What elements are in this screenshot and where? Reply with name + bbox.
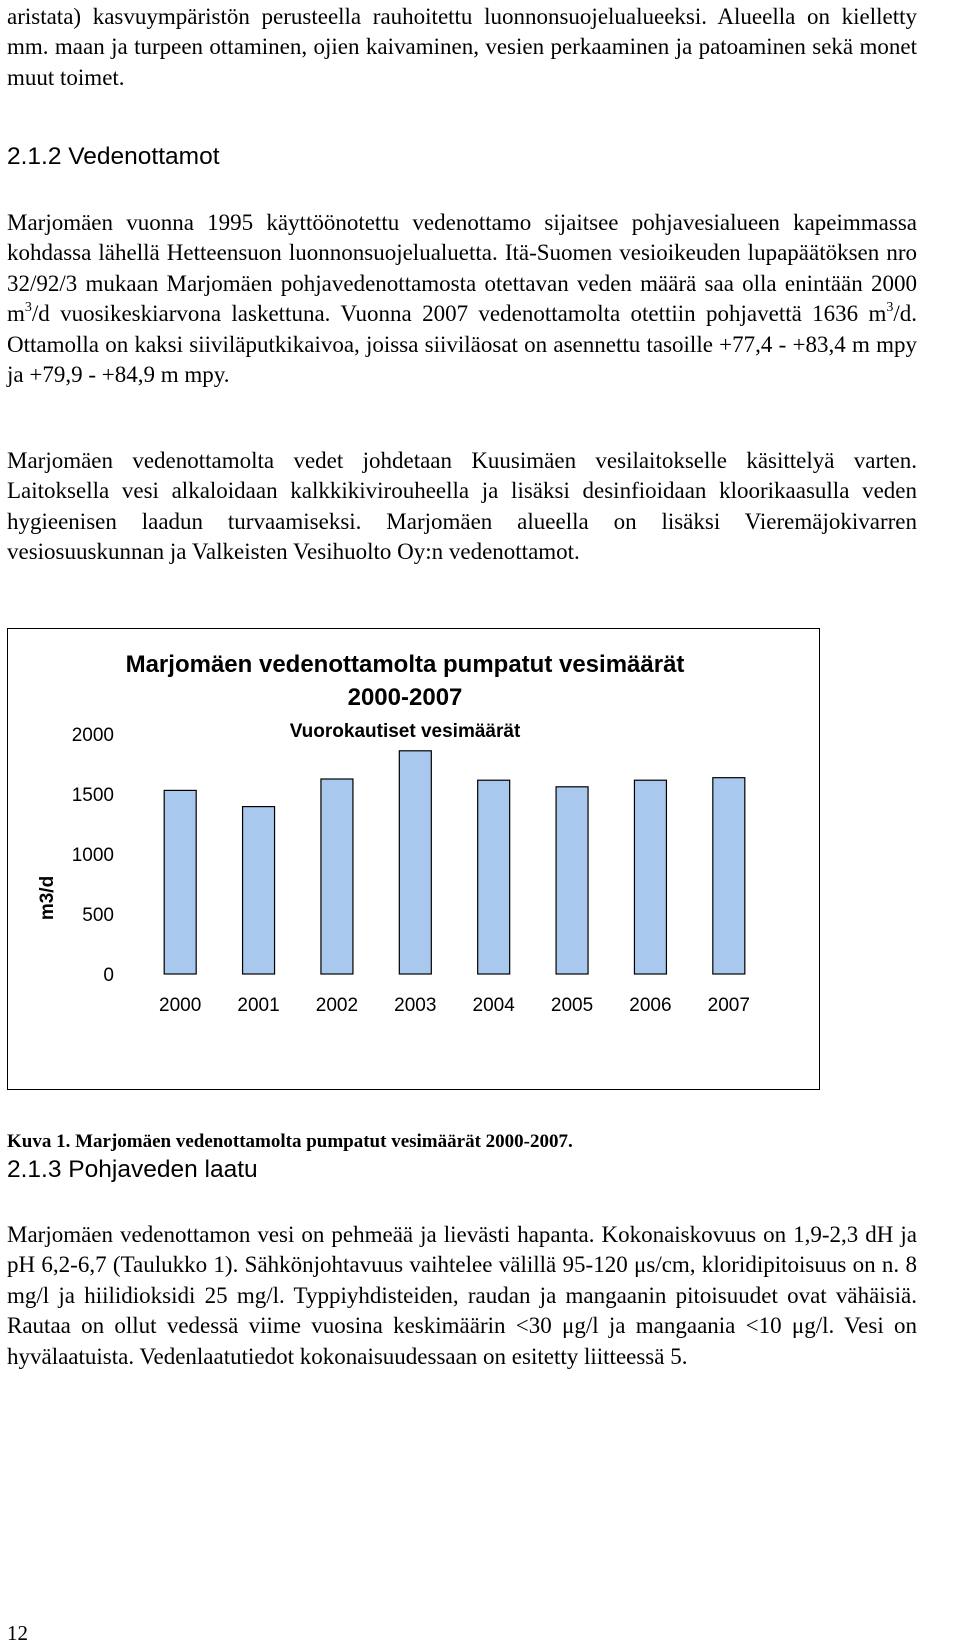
y-tick-label: 2000 (71, 725, 114, 746)
bar-2000 (164, 790, 196, 974)
bar-2007 (713, 778, 745, 974)
chart-title: Marjomäen vedenottamolta pumpatut vesimäärät (125, 651, 685, 678)
intro-paragraph: aristata) kasvuympäristön perusteella rauhoitettu luonnonsuojelualueeksi. Alueella on kielletty mm. maan ja turpeen ottaminen, ojien kaivaminen, vesien perkaaminen ja patoaminen sekä monet muut toimet. (7, 4, 917, 90)
bar-2006 (634, 780, 666, 974)
bar-chart (7, 628, 820, 1090)
section-heading-pohjaveden-laatu: 2.1.3 Pohjaveden laatu (7, 1156, 258, 1183)
superscript: 3 (886, 299, 894, 315)
page-number: 12 (7, 1621, 28, 1645)
y-tick-label: 1500 (71, 785, 114, 806)
y-axis-label: m3/d (37, 875, 58, 921)
chart-subtitle: Vuorokautiset vesimäärät (289, 721, 521, 742)
x-tick-label: 2000 (159, 995, 202, 1016)
x-tick-label: 2002 (315, 995, 359, 1016)
bar-2005 (556, 787, 588, 974)
x-tick-label: 2007 (707, 995, 750, 1016)
x-tick-label: 2001 (237, 995, 280, 1016)
y-tick-label: 500 (82, 905, 114, 926)
bar-2001 (243, 807, 275, 974)
chart-title-years: 2000-2007 (347, 684, 463, 711)
superscript: 3 (24, 299, 32, 315)
paragraph-text: /d vuosikeskiarvona laskettuna. Vuonna 2007 vedenottamolta otettiin pohjavettä 1636 m (31, 301, 887, 327)
paragraph-text: /d. Ottamolla on kaksi siiviläputkikaivoa, joissa siiviläosat on asennettu tasoille +77,4 - +83,4 m mpy ja +79,9 - +84,9 m mpy. (7, 301, 917, 388)
section-heading-vedenottamot: 2.1.2 Vedenottamot (7, 143, 220, 170)
chart-canvas (8, 629, 821, 1091)
paragraph-kasittely: Marjomäen vedenottamolta vedet johdetaan Kuusimäen vesilaitokselle käsittelyä varten. Laitoksella vesi alkaloidaan kalkkikivirouheella ja lisäksi desinfioidaan kloorikaasulla veden hygieenisen laadun turvaamiseksi. Marjomäen alueella on lisäksi Vieremäjokivarren vesiosuuskunnan ja Valkeisten Vesihuolto Oy:n vedenottamot. (7, 448, 917, 565)
figure-caption: Kuva 1. Marjomäen vedenottamolta pumpatut vesimäärät 2000-2007. (7, 1131, 573, 1152)
bar-2002 (321, 779, 353, 974)
bar-2003 (399, 751, 431, 974)
paragraph-vedenottamo (7, 208, 917, 390)
bar-2004 (478, 780, 510, 974)
paragraph-veden-laatu: Marjomäen vedenottamon vesi on pehmeää ja lievästi hapanta. Kokonaiskovuus on 1,9-2,3 dH ja pH 6,2-6,7 (Taulukko 1). Sähkönjohtavuus vaihtelee välillä 95-120 μs/cm, kloridipitoisuus on n. 8 mg/l ja hiilidioksidi 25 mg/l. Typpiyhdisteiden, raudan ja mangaanin pitoisuudet ovat vähäisiä. Rautaa on ollut vedessä viime vuosina keskimäärin <30 μg/l ja mangaania <10 μg/l. Vesi on hyvälaatuista. Vedenlaatutiedot kokonaisuudessaan on esitetty liitteessä 5. (7, 1222, 917, 1369)
y-tick-label: 0 (103, 965, 114, 986)
x-tick-label: 2004 (472, 995, 515, 1016)
chart-marks (72, 725, 750, 1016)
x-tick-label: 2003 (394, 995, 437, 1016)
x-tick-label: 2005 (550, 995, 594, 1016)
paragraph-text: Marjomäen vuonna 1995 käyttöönotettu vedenottamo sijaitsee pohjavesialueen kapeimmassa kohdassa lähellä Hetteensuon luonnonsuojelualuetta. Itä-Suomen vesioikeuden lupapäätöksen nro 32/92/3 mukaan Marjomäen pohjavedenottamosta otettavan veden määrä saa olla enintään 2000 m (7, 210, 917, 327)
y-tick-label: 1000 (71, 845, 114, 866)
x-tick-label: 2006 (629, 995, 672, 1016)
